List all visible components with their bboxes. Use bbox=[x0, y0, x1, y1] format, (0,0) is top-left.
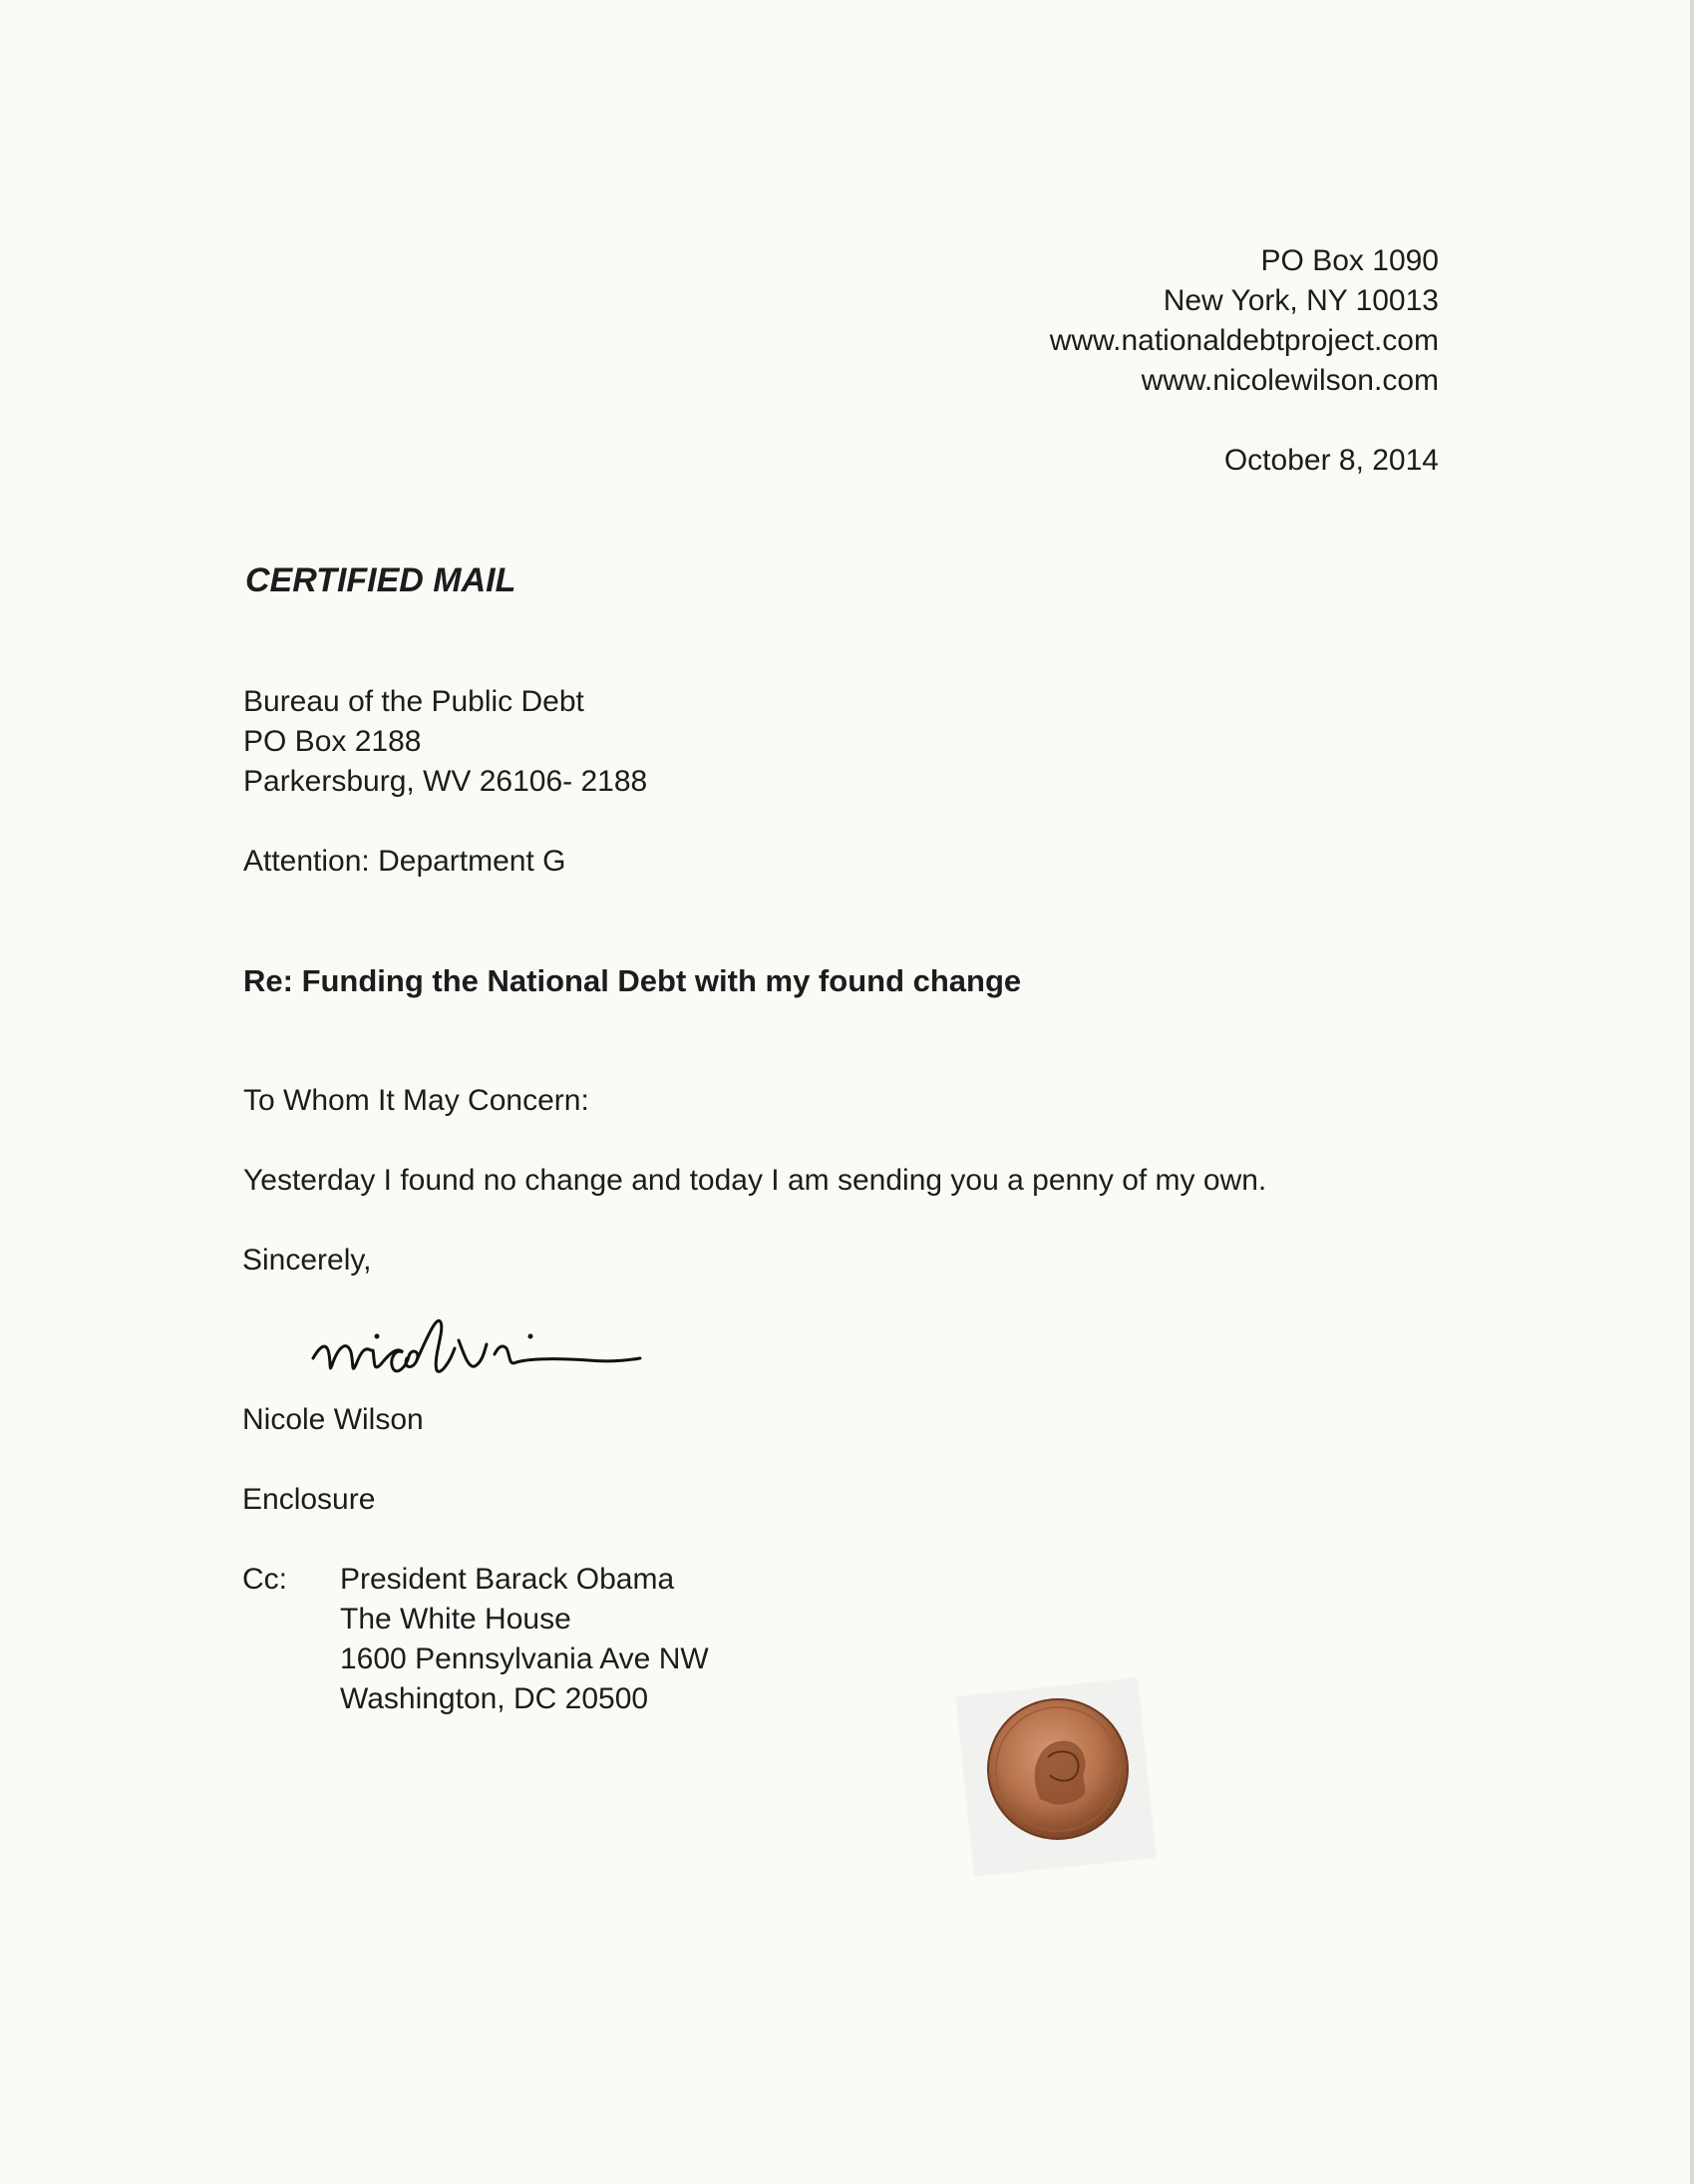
subject-line: Re: Funding the National Debt with my found change bbox=[243, 963, 1022, 998]
signer-name: Nicole Wilson bbox=[242, 1403, 424, 1436]
enclosure-note: Enclosure bbox=[242, 1483, 376, 1516]
cc-street: 1600 Pennsylvania Ave NW bbox=[340, 1642, 709, 1675]
salutation: To Whom It May Concern: bbox=[243, 1084, 589, 1117]
cc-name: President Barack Obama bbox=[340, 1563, 675, 1596]
sender-address bbox=[741, 241, 1439, 401]
delivery-method: CERTIFIED MAIL bbox=[245, 561, 516, 599]
sender-city: New York, NY 10013 bbox=[1163, 284, 1439, 317]
cc-address bbox=[340, 1560, 709, 1719]
penny-coin-icon bbox=[984, 1695, 1132, 1843]
attention-line: Attention: Department G bbox=[243, 845, 566, 878]
letter-date: October 8, 2014 bbox=[1223, 444, 1439, 477]
handwritten-signature bbox=[299, 1296, 658, 1406]
sender-website-2: www.nicolewilson.com bbox=[1141, 364, 1439, 397]
recipient-po-box: PO Box 2188 bbox=[243, 725, 422, 758]
sender-po-box: PO Box 1090 bbox=[1260, 244, 1439, 277]
letter-body: Yesterday I found no change and today I am sending you a penny of my own. bbox=[243, 1164, 1267, 1197]
cc-org: The White House bbox=[340, 1603, 571, 1636]
cc-city: Washington, DC 20500 bbox=[340, 1682, 649, 1715]
closing: Sincerely, bbox=[242, 1244, 372, 1276]
recipient-name: Bureau of the Public Debt bbox=[243, 685, 584, 718]
cc-label: Cc: bbox=[242, 1563, 287, 1596]
recipient-city: Parkersburg, WV 26106- 2188 bbox=[243, 765, 648, 798]
sender-website-1: www.nationaldebtproject.com bbox=[1049, 324, 1439, 357]
scan-edge bbox=[1690, 0, 1694, 2184]
recipient-address bbox=[243, 682, 647, 802]
